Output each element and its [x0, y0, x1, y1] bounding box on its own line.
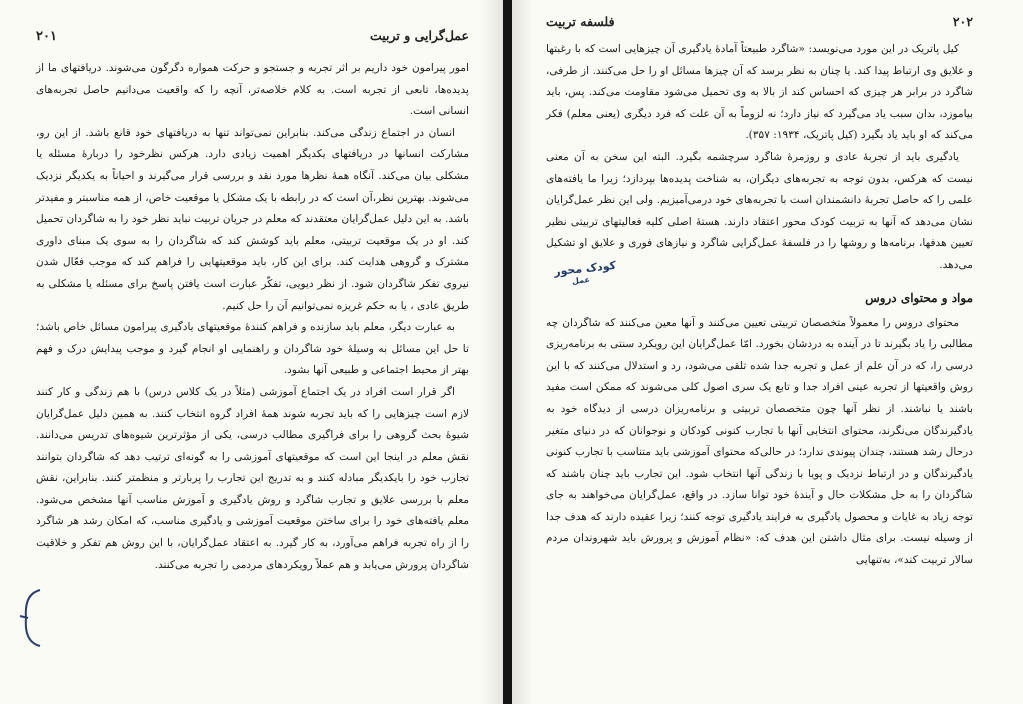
- handwritten-annotation-small: عمل: [571, 275, 591, 286]
- left-paragraph-1: امور پیرامون خود داریم بر اثر تجربه و جستجو و حرکت همواره دگرگون می‌شوند. دریافتهای ما از پدیده‌ها، تابعی از تجربه است. به کلام خلاصه‌تر، آنچه را که واقعیت می‌دانیم حاصل تجربه‌های انسانی است.: [36, 62, 469, 118]
- right-page-header: [546, 14, 973, 29]
- right-section-paragraph-1: محتوای دروس را معمولاً متخصصان تربیتی تعیین می‌کنند و آنها معین می‌کنند که شاگردان چه مطالبی را یاد بگیرند تا در آینده به دردشان بخورد. امّا عمل‌گرایان این رویکرد سنتی به برنامه‌ریزی درسی را، که در آن علم از عمل و تجربه جدا شده تلقی می‌شود، رد و استدلال می‌کنند که با این روش واقعیتها از تجربه عینی افراد جدا و تابع یک سری اصول کلی می‌شوند که ممکن است مفید باشند یا نباشند. از نظر آنها چون متخصصان تربیتی و برنامه‌ریزان درسی از دیدگاه خود به یادگیرندگان می‌نگرند، محتوای انتخابی آنها با تجارب کنونی کودکان و نوجوانان که در دنیای متغیر درحال رشد هستند، چندان پیوندی ندارد؛ در حالی‌که محتوای آموزشی باید متناسب با تجارب کنونی یادگیرندگان و در ارتباط نزدیک و پویا با زندگی آنها انتخاب شود. این تجارب باید چنان باشند که شاگردان را به حل مشکلات حال و آیندهٔ خود توانا سازد. در واقع، عمل‌گرایان می‌خواهند به جای توجه زیاد به غایات و محصول یادگیری به فرایند یادگیری توجه کنند؛ زیرا عقیده دارند که هدف جدا از وسیله نیست. برای مثال داشتن این هدف که: «نظام آموزش و پرورش باید شهروندان مردم سالار تربیت کند»، به‌تنهایی: [546, 316, 973, 567]
- section-heading: مواد و محتوای دروس: [865, 290, 973, 305]
- left-paragraph-4: اگر قرار است افراد در یک اجتماع آموزشی (مثلاً در یک کلاس درس) با هم زندگی و کار کنند لازم است چیزهایی را که باید تجربه شوند همهٔ افراد گروه انتخاب کنند. به همین دلیل عمل‌گرایان شیوهٔ بحث گروهی را برای فراگیری مطالب درسی، یکی از مؤثرترین شیوه‌های تدریس می‌دانند. نقش معلم در اینجا این است که موقعیتهای آموزشی را به گونه‌ای ترتیب دهد که شاگردان بتوانند تجارب خود را بایکدیگر مبادله کنند و به تدریج این تجارب را پربارتر و منظمتر کنند. بنابراین، نقش معلم با بررسی علایق و تجارب شاگرد و روش یادگیری و آموزش مناسب آنها مشخص می‌شود. معلم یافته‌های خود را برای ساختن موقعیت آموزشی و یادگیری مناسب، که امکان رشد هر شاگرد را از راه تجربه فراهم می‌آورد، به کار گیرد. به اعتقاد عمل‌گرایان، با این روش هم تفکر و خلاقیت شاگردان پرورش می‌یابد و هم عملاً رویکردهای مردمی را تجربه می‌کنند.: [36, 385, 470, 571]
- left-page-body: [36, 58, 469, 576]
- handwritten-annotation: کودک محور: [553, 258, 617, 279]
- left-running-title: عمل‌گرایی و تربیت: [369, 28, 469, 43]
- left-page-number: ۲۰۱: [36, 29, 57, 44]
- right-page-number: ۲۰۲: [952, 14, 973, 29]
- right-running-title: فلسفه تربیت: [546, 14, 615, 29]
- left-page: [0, 0, 503, 704]
- left-paragraph-3: به عبارت دیگر، معلم باید سازنده و فراهم کنندهٔ موقعیتهای یادگیری پیرامون مسائل خاص باشد؛ تا حل این مسائل به وسیلهٔ خود شاگردان و راهنمایی او انجام گیرد و موجب پیدایش درک و فهم بهتر از محیط اجتماعی و طبیعی آنها بشود.: [36, 321, 469, 377]
- right-section-body: [546, 313, 973, 572]
- right-page: [512, 0, 1023, 704]
- left-page-header: [36, 28, 469, 44]
- right-paragraph-1: کیل پاتریک در این مورد می‌نویسد: «شاگرد طبیعتاً آمادهٔ یادگیری آن چیزهایی است که با رغبتها و علایق وی ارتباط پیدا کند. یا چنان به نظر برسد که آن چیزها مسائل او را حل می‌کنند. از طرفی، شاگرد در برابر هر چیزی که احساس کند از بالا به وی تحمیل می‌شود مقاومت می‌کند. پس، باید بیاموزد، بدان سبب یاد می‌گیرد که نیاز دارد؛ نه لزوماً به آن علت که فرد دیگری (یعنی معلم) فکر می‌کند که او باید یاد بگیرد (کیل پاتریک، ۱۹۳۴: ۳۵۷).: [546, 43, 973, 142]
- right-paragraph-2: یادگیری باید از تجربهٔ عادی و روزمرهٔ شاگرد سرچشمه بگیرد. البته این سخن به آن معنی نیست که هرکس، بدون توجه به تجربه‌های دیگران، به شناخت پدیده‌ها بپردازد؛ زیرا ما یافته‌های علمی را که حاصل تجربهٔ دانشمندان است با تجربه‌های خود درمی‌آمیزیم. ولی این نظر عمل‌گرایان نشان می‌دهد که آنها به تربیت کودک محور اعتقاد دارند. هستهٔ اصلی کلیه فعالیتهای تربیتی نظیر تعیین هدفها، برنامه‌ها و روشها را در فلسفهٔ عمل‌گرایی شاگرد و نیازهای فوری و علایق او تشکیل می‌دهد.: [546, 150, 974, 271]
- book-spine: [503, 0, 512, 704]
- right-page-body: [546, 39, 973, 277]
- margin-bracket-mark: [14, 588, 48, 648]
- left-paragraph-2: انسان در اجتماع زندگی می‌کند. بنابراین نمی‌تواند تنها به دریافتهای خود قانع باشد. از این رو، مشارکت انسانها در دریافتهای یکدیگر اهمیت زیادی دارد. هرکس نظرخود را دربارهٔ مسئله یا مشکلی بیان می‌کند. آنگاه همهٔ نظرها مورد نقد و بررسی قرار می‌گیرند و احیاناً به یکدیگر نزدیک می‌شوند. بهترین نظر،آن است که در رابطه با یک مشکل یا موقعیت خاص، از همه مناسبتر و مفیدتر باشد. به این دلیل عمل‌گرایان معتقدند که معلم در جریان تربیت نباید نظر خود را به شاگردان تحمیل کند. او در یک موقعیت تربیتی، معلم باید کوشش کند که شاگردان را به سوی یک مبنای داوری مشترک و گروهی هدایت کند. برای این کار، باید موقعیتهایی را فراهم کند که موجب فعّال شدن نیروی تفکر شاگردان شود. از نظر دیویی، تفکّر عبارت است یافتن پاسخ برای مسئله یا مشکلی به طریق عادی ، یا به حکم غریزه نمی‌توانیم آن را حل کنیم.: [36, 126, 469, 312]
